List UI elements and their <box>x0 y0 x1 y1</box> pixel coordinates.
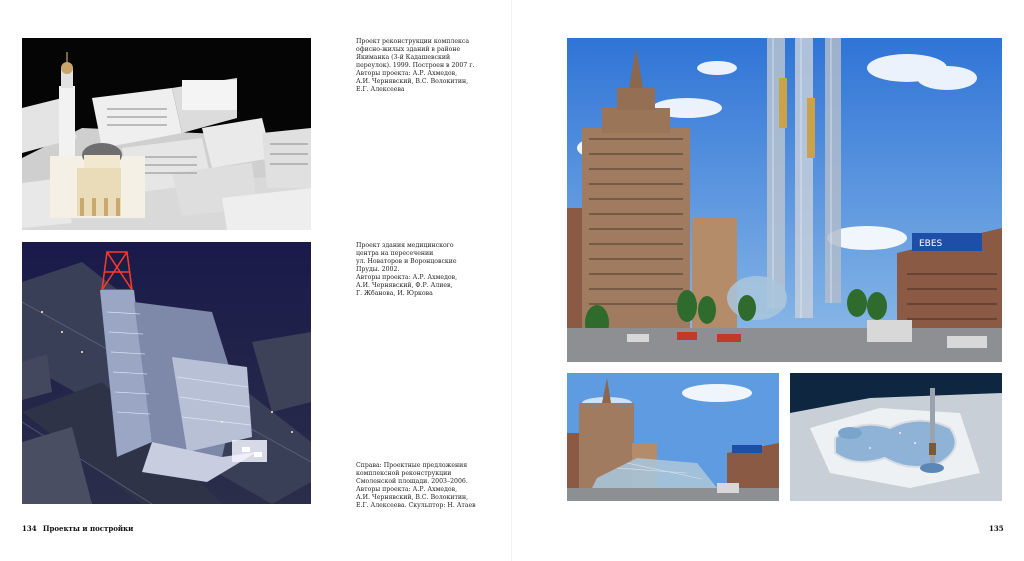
caption-yakimanka: Проект реконструкции комплекса офисно-жилых зданий в районе Якиманка (3-й Кадашевский переулок). 1999. Построен в 2007 г. Авторы проекта: А.Р. Ахмедов, А.И. Чернявский, В.С. Волокитин, Е.Г. Алексеева <box>356 38 475 93</box>
photo-fountain-model <box>790 373 1002 501</box>
left-folio <box>22 524 133 533</box>
right-folio <box>989 524 1004 533</box>
photo-smolenskaya-pavilion <box>567 373 779 501</box>
left-section-title: Проекты и постройки <box>42 524 134 533</box>
left-page-number: 134 <box>22 524 37 533</box>
photo-yakimanka-model <box>22 38 311 230</box>
caption-medical-center: Проект здания медицинского центра на пересечении ул. Новаторов и Воронцовские Пруды. 2002. Авторы проекта: А.Р. Ахмедов, А.И. Чернявский, Ф.Р. Алиев, Г. Жбанова, И. Юркова <box>356 242 458 297</box>
right-page <box>512 0 1024 561</box>
photo-medical-center-render <box>22 242 311 504</box>
store-sign-text: EBES <box>919 239 943 249</box>
photo-smolenskaya-square-collage <box>567 38 1002 362</box>
right-page-number: 135 <box>989 524 1004 533</box>
caption-smolenskaya: Справа: Проектные предложения комплексной реконструкции Смоленской площади. 2003–2006. Авторы проекта: А.Р. Ахмедов, А.И. Чернявский, В.С. Волокитин, Е.Г. Алексеева. Скульптор: Н. Атаев <box>356 462 476 509</box>
